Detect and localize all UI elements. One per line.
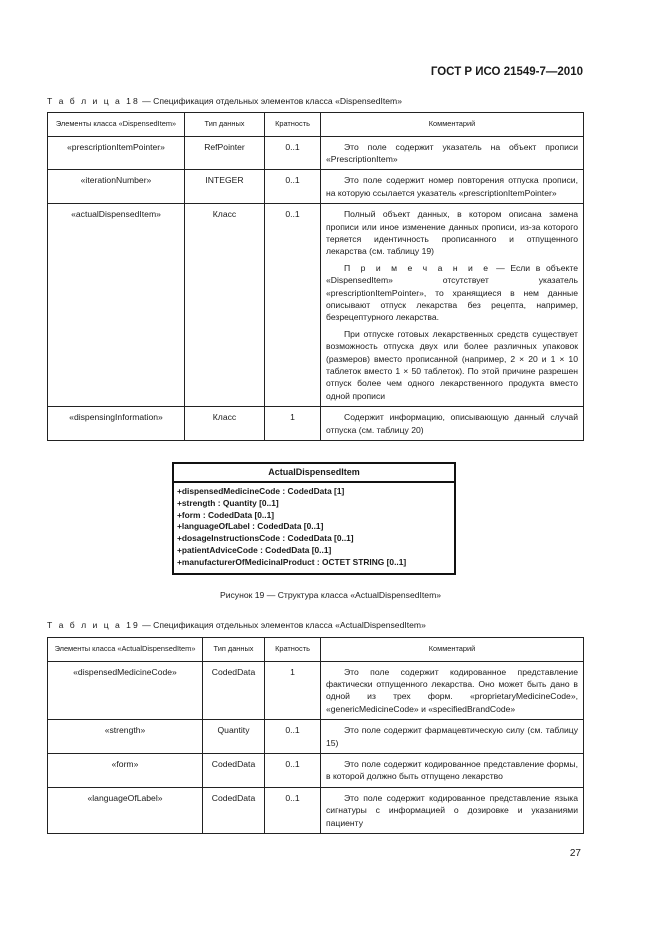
element-comment bbox=[321, 661, 584, 720]
table19-caption bbox=[47, 620, 426, 630]
element-comment bbox=[321, 136, 584, 170]
table-row bbox=[48, 204, 584, 407]
table18-header-multiplicity: Кратность bbox=[265, 113, 321, 137]
table-row bbox=[48, 170, 584, 204]
figure19-caption: Рисунок 19 — Структура класса «ActualDispensedItem» bbox=[219, 590, 442, 600]
element-name: «strength» bbox=[48, 720, 203, 754]
uml-attribute: +patientAdviceCode : CodedData [0..1] bbox=[177, 544, 332, 555]
comment-paragraph: Это поле содержит кодированное представление фактически отпущенного лекарства. Оно может быть дано в одной из трех форм. «proprietaryMedicineCode», «genericMedicineCode» и «specifiedBrandCode» bbox=[326, 666, 578, 714]
table18-caption bbox=[47, 96, 402, 106]
uml-attribute: +dispensedMedicineCode : CodedData [1] bbox=[177, 486, 345, 496]
element-multiplicity: 0..1 bbox=[265, 720, 321, 754]
comment-paragraph: При отпуске готовых лекарственных средств существует возможность отпуска двух или более различных упаковок (размеров) вместо прописанной (например, 2 × 20 и 1 × 10 таблеток вместо 1 × 50 таблеток). По этой причине разрешен отпуск более чем одного лекарственного продукта вместо одной прописи bbox=[326, 328, 578, 401]
element-comment bbox=[321, 787, 584, 833]
element-type: CodedData bbox=[203, 787, 265, 833]
uml-attribute: +form : CodedData [0..1] bbox=[177, 509, 275, 520]
table19-header-type: Тип данных bbox=[203, 638, 265, 662]
uml-attribute-list bbox=[174, 483, 454, 573]
table18-header-type: Тип данных bbox=[185, 113, 265, 137]
comment-paragraph: Это поле содержит фармацевтическую силу (см. таблицу 15) bbox=[326, 725, 578, 748]
element-type: Quantity bbox=[203, 720, 265, 754]
element-multiplicity: 0..1 bbox=[265, 170, 321, 204]
element-type: RefPointer bbox=[185, 136, 265, 170]
comment-paragraph: Это поле содержит кодированное представление формы, в которой должно быть отпущено лекарство bbox=[326, 758, 578, 782]
element-comment bbox=[321, 720, 584, 754]
table18 bbox=[47, 112, 584, 441]
element-name: «dispensedMedicineCode» bbox=[48, 661, 203, 720]
table19-header-comment: Комментарий bbox=[321, 638, 584, 662]
table19-header-multiplicity: Кратность bbox=[265, 638, 321, 662]
document-standard-header: ГОСТ Р ИСО 21549-7—2010 bbox=[430, 66, 583, 78]
table18-caption-label: Т а б л и ц а 18 bbox=[47, 96, 140, 106]
element-name: «actualDispensedItem» bbox=[48, 204, 185, 407]
element-name: «dispensingInformation» bbox=[48, 407, 185, 441]
element-multiplicity: 1 bbox=[265, 407, 321, 441]
element-type: Класс bbox=[185, 204, 265, 407]
table19-header-row bbox=[48, 638, 584, 662]
note-text: — Если в объекте «DispensedItem» отсутствует указатель «prescriptionItemPointer», то хранящиеся в нем данные описывают отпуск лекарства без рецепта, например, безрецептурного лекарства. bbox=[326, 262, 578, 323]
comment-paragraph: Содержит информацию, описывающую данный случай отпуска (см. таблицу 20) bbox=[326, 412, 578, 435]
element-multiplicity: 0..1 bbox=[265, 753, 321, 787]
comment-paragraph: Это поле содержит кодированное представление языка сигнатуры с информацией о дозировке и указаниями пациенту bbox=[326, 792, 578, 828]
table-row bbox=[48, 753, 584, 787]
uml-attribute: +dosageInstructionsCode : CodedData [0..1] bbox=[177, 533, 354, 544]
table19-caption-label: Т а б л и ц а 19 bbox=[47, 620, 140, 630]
element-type: CodedData bbox=[203, 661, 265, 720]
comment-paragraph: Полный объект данных, в котором описана замена прописи или иное изменение данных прописи, из-за которого теряется идентичность прописанного и отпущенного лекарства (см. таблицу 19) bbox=[326, 209, 578, 257]
element-type: CodedData bbox=[203, 753, 265, 787]
table-row bbox=[48, 661, 584, 720]
comment-paragraph: Это поле содержит номер повторения отпуска прописи, на которую ссылается указатель «prescriptionItemPointer» bbox=[326, 175, 578, 198]
element-name: «languageOfLabel» bbox=[48, 787, 203, 833]
element-comment bbox=[321, 407, 584, 441]
element-type: INTEGER bbox=[185, 170, 265, 204]
element-multiplicity: 1 bbox=[265, 661, 321, 720]
element-multiplicity: 0..1 bbox=[265, 204, 321, 407]
table-row bbox=[48, 787, 584, 833]
element-comment bbox=[321, 170, 584, 204]
table19-caption-text: — Спецификация отдельных элементов класса «ActualDispensedItem» bbox=[139, 620, 426, 630]
table-row bbox=[48, 720, 584, 754]
element-comment bbox=[321, 753, 584, 787]
table18-header-comment: Комментарий bbox=[321, 113, 584, 137]
comment-paragraph: Это поле содержит указатель на объект прописи «PrescriptionItem» bbox=[326, 141, 578, 164]
uml-attribute: +manufacturerOfMedicinalProduct : OCTET STRING [0..1] bbox=[177, 556, 407, 567]
page-number: 27 bbox=[569, 848, 581, 859]
table18-header-row bbox=[48, 113, 584, 137]
uml-class-name: ActualDispensedItem bbox=[174, 464, 454, 483]
note-label: П р и м е ч а н и е bbox=[344, 262, 491, 273]
table19-header-elements: Элементы класса «ActualDispensedItem» bbox=[48, 638, 203, 662]
element-multiplicity: 0..1 bbox=[265, 787, 321, 833]
element-comment bbox=[321, 204, 584, 407]
uml-attribute: +strength : Quantity [0..1] bbox=[177, 497, 279, 508]
table18-caption-text: — Спецификация отдельных элементов класса «DispensedItem» bbox=[139, 96, 402, 106]
table19 bbox=[47, 637, 584, 834]
note-paragraph bbox=[326, 262, 578, 324]
uml-class-box bbox=[172, 462, 456, 575]
element-name: «iterationNumber» bbox=[48, 170, 185, 204]
element-type: Класс bbox=[185, 407, 265, 441]
element-multiplicity: 0..1 bbox=[265, 136, 321, 170]
uml-attribute: +languageOfLabel : CodedData [0..1] bbox=[177, 521, 324, 532]
table-row bbox=[48, 136, 584, 170]
element-name: «prescriptionItemPointer» bbox=[48, 136, 185, 170]
table18-header-elements: Элементы класса «DispensedItem» bbox=[48, 113, 185, 137]
element-name: «form» bbox=[48, 753, 203, 787]
table-row bbox=[48, 407, 584, 441]
